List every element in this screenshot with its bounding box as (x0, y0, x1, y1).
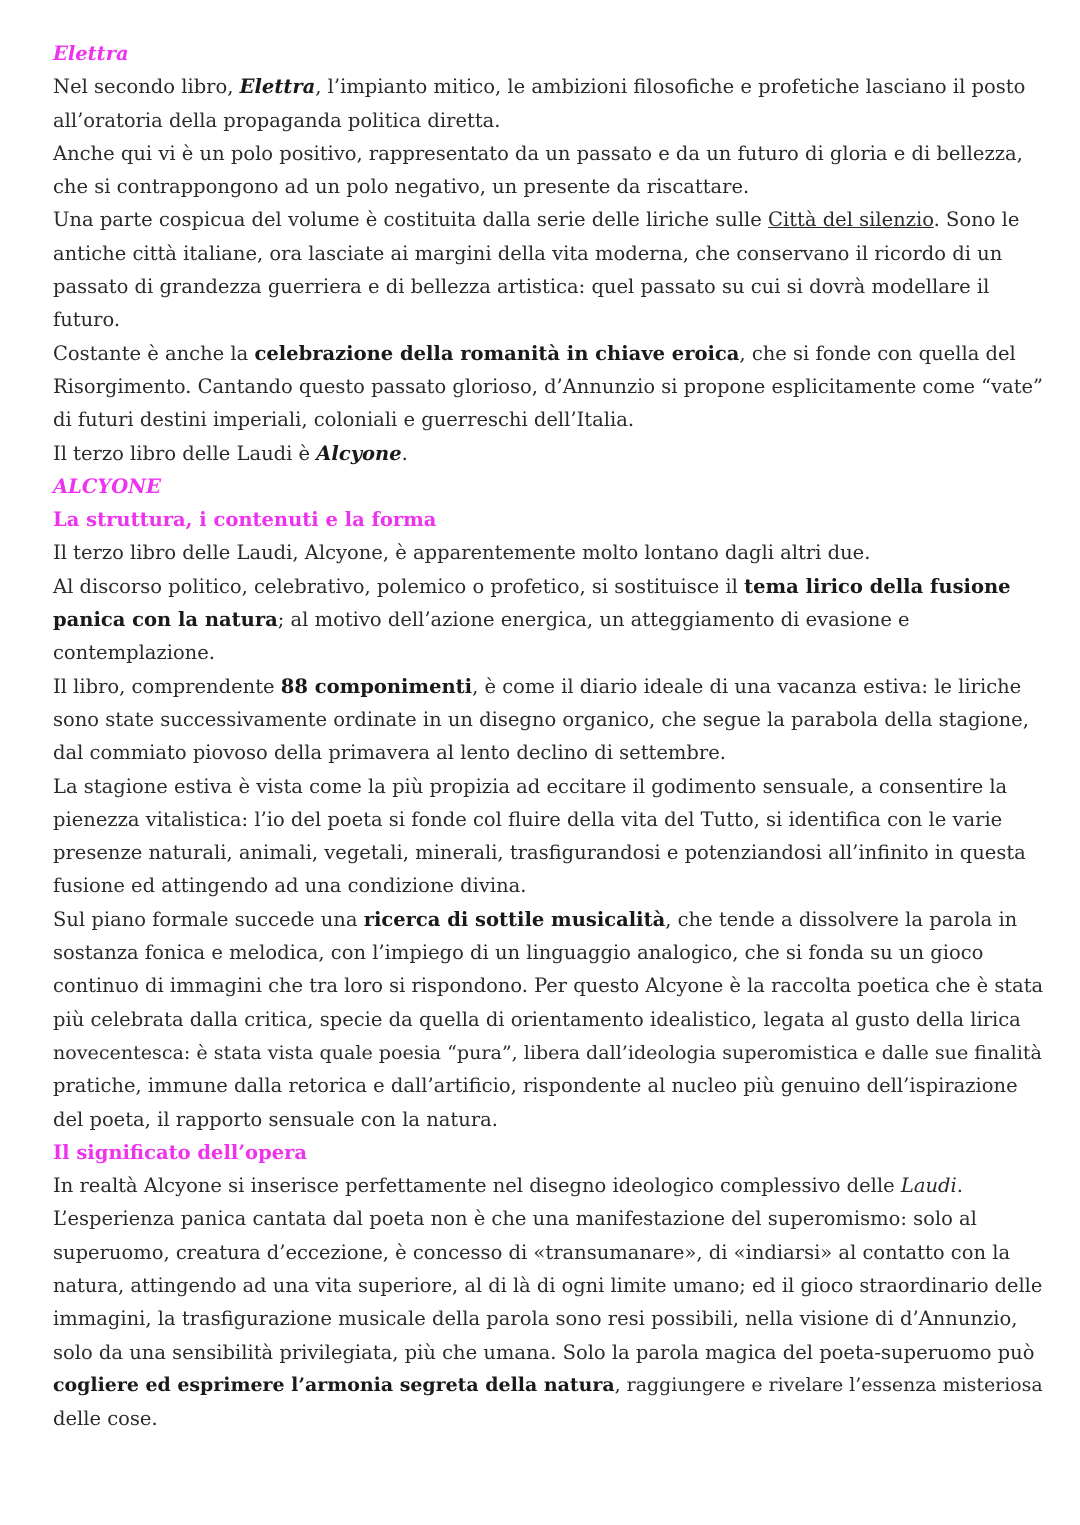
paragraph-line: superuomo, creatura d’eccezione, è concesso di «transumanare», di «indiarsi» al contatto con la (53, 1240, 1011, 1264)
paragraph-line: natura, attingendo ad una vita superiore, al di là di ogni limite umano; ed il gioco straordinario delle (53, 1273, 1043, 1297)
paragraph-line (53, 1369, 1043, 1402)
bold-phrase: tema lirico della fusione (744, 574, 1011, 598)
paragraph-line (53, 437, 1043, 470)
paragraph-line: L’esperienza panica cantata dal poeta non è che una manifestazione del superomismo: solo al (53, 1207, 977, 1231)
paragraph-line: pratiche, immune dalla retorica e dall’artificio, rispondente al nucleo più genuino dell’ispirazione (53, 1074, 1018, 1098)
heading-alcyone: ALCYONE (53, 474, 161, 498)
text-span: Una parte cospicua del volume è costituita dalla serie delle liriche sulle (53, 208, 769, 232)
paragraph-line: dal commiato piovoso della primavera al lento declino di settembre. (53, 741, 726, 765)
paragraph-line (53, 670, 1043, 703)
paragraph-line (53, 570, 1043, 603)
text-span: Nel secondo libro, (53, 75, 240, 99)
paragraph-line (53, 603, 1043, 636)
paragraph-line: La stagione estiva è vista come la più propizia ad eccitare il godimento sensuale, a consentire la (53, 774, 1008, 798)
heading-struttura: La struttura, i contenuti e la forma (53, 508, 437, 532)
text-span: , raggiungere e rivelare l’essenza misteriosa (614, 1373, 1043, 1396)
text-span: , l’impianto mitico, le ambizioni filosofiche e profetiche lasciano il posto (315, 75, 1026, 99)
paragraph-line: immagini, la trasfigurazione musicale della parola sono resi possibili, nella visione di d’Annunzio, (53, 1307, 1018, 1331)
paragraph-line (53, 1169, 1043, 1202)
paragraph-line: di futuri destini imperiali, coloniali e guerreschi dell’Italia. (53, 408, 635, 432)
paragraph-line: Anche qui vi è un polo positivo, rappresentato da un passato e da un futuro di gloria e di bellezza, (53, 141, 1023, 165)
paragraph-line: solo da una sensibilità privilegiata, più che umana. Solo la parola magica del poeta-superuomo può (53, 1340, 1035, 1364)
paragraph-line: contemplazione. (53, 641, 215, 665)
text-span: Costante è anche la (53, 341, 255, 365)
bold-phrase: 88 componimenti (280, 674, 473, 698)
paragraph-line: continuo di immagini che tra loro si rispondono. Per questo Alcyone è la raccolta poetica che è stata (53, 974, 1044, 998)
text-span: , che si fonde con quella del (739, 341, 1016, 365)
bold-phrase: celebrazione della romanità in chiave eroica (254, 341, 740, 365)
heading-significato: Il significato dell’opera (53, 1140, 308, 1164)
paragraph-line: sono state successivamente ordinate in un disegno organico, che segue la parabola della stagione, (53, 707, 1029, 731)
text-span: Al discorso politico, celebrativo, polemico o profetico, si sostituisce il (53, 574, 745, 598)
bold-phrase: cogliere ed esprimere l’armonia segreta della natura (53, 1373, 615, 1396)
text-span: . Sono le (933, 208, 1020, 232)
paragraph-line: più celebrata dalla critica, specie da quella di orientamento idealistico, legata al gusto della lirica (53, 1007, 1021, 1031)
text-span: , è come il diario ideale di una vacanza estiva: le liriche (472, 674, 1022, 698)
text-span: ; al motivo dell’azione energica, un atteggiamento di evasione e (277, 608, 910, 632)
title-laudi: Laudi (900, 1174, 957, 1198)
text-span: . (401, 441, 408, 465)
paragraph-line: futuro. (53, 308, 121, 332)
title-alcyone: Alcyone (316, 441, 402, 465)
paragraph-line: antiche città italiane, ora lasciate ai margini della vita moderna, che conservano il ricordo di un (53, 241, 1003, 265)
text-span: Sul piano formale succede una (53, 907, 364, 931)
paragraph-line (53, 70, 1043, 103)
paragraph-line: presenze naturali, animali, vegetali, minerali, trasfigurandosi e potenziandosi all’infinito in questa (53, 841, 1026, 865)
text-span: Il libro, comprendente (53, 674, 281, 698)
paragraph-line (53, 337, 1043, 370)
paragraph-line: all’oratoria della propaganda politica diretta. (53, 108, 501, 132)
bold-phrase: ricerca di sottile musicalità (363, 907, 666, 931)
paragraph-line: pienezza vitalistica: l’io del poeta si fonde col fluire della vita del Tutto, si identifica con le varie (53, 807, 1003, 831)
underlined-title: Città del silenzio (768, 208, 934, 232)
bold-phrase: panica con la natura (53, 608, 278, 632)
paragraph-line: fusione ed attingendo ad una condizione divina. (53, 874, 527, 898)
paragraph-line: passato di grandezza guerriera e di bellezza artistica: quel passato su cui si dovrà modellare il (53, 275, 990, 299)
text-span: Il terzo libro delle Laudi è (53, 441, 317, 465)
text-span: . (956, 1174, 963, 1198)
paragraph-line: Risorgimento. Cantando questo passato glorioso, d’Annunzio si propone esplicitamente come “vate” (53, 374, 1043, 398)
heading-elettra: Elettra (53, 42, 129, 65)
paragraph-line: delle cose. (53, 1407, 158, 1431)
title-elettra: Elettra (239, 75, 316, 99)
paragraph-line: sostanza fonica e melodica, con l’impiego di un linguaggio analogico, che si fonda su un gioco (53, 941, 984, 965)
paragraph-line: che si contrappongono ad un polo negativo, un presente da riscattare. (53, 175, 750, 199)
paragraph-line: novecentesca: è stata vista quale poesia “pura”, libera dall’ideologia superomistica e dalle sue finalità (53, 1040, 1042, 1064)
paragraph-line: Il terzo libro delle Laudi, Alcyone, è apparentemente molto lontano dagli altri due. (53, 541, 871, 565)
text-span: , che tende a dissolvere la parola in (665, 907, 1018, 931)
document-page (53, 37, 1043, 1435)
text-span: In realtà Alcyone si inserisce perfettamente nel disegno ideologico complessivo delle (53, 1174, 901, 1198)
paragraph-line: del poeta, il rapporto sensuale con la natura. (53, 1107, 498, 1131)
paragraph-line (53, 203, 1043, 236)
paragraph-line (53, 903, 1043, 936)
